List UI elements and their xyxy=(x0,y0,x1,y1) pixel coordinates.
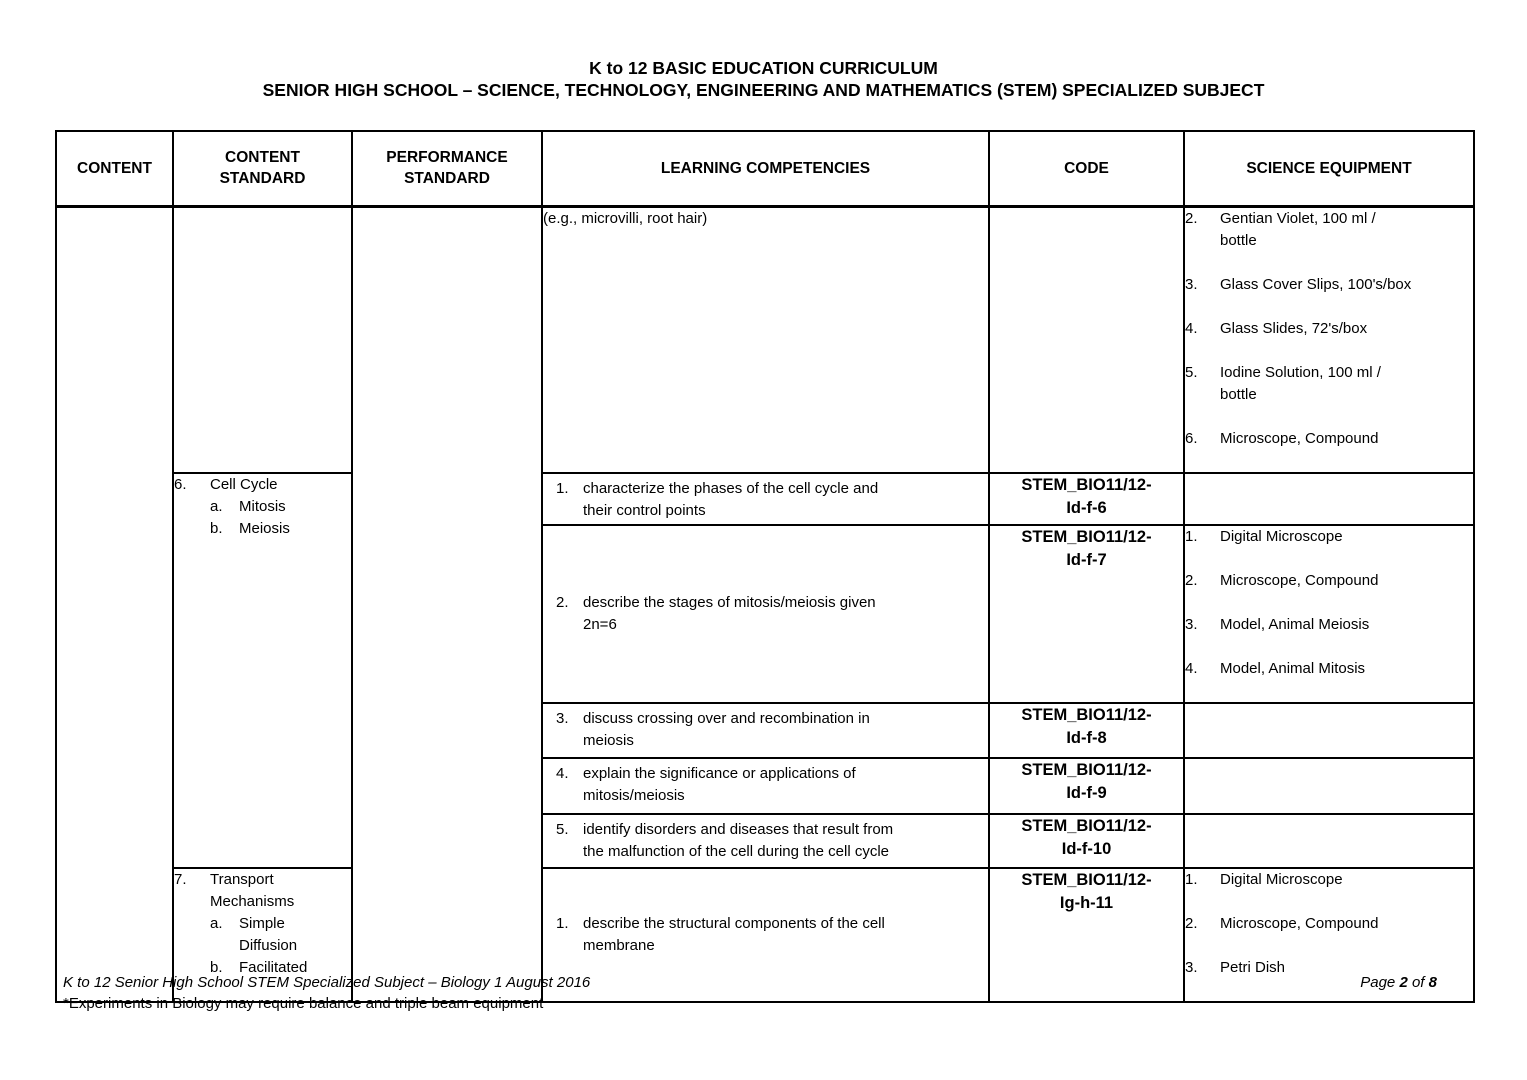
competency-cell: 2. describe the stages of mitosis/meiosis given 2n=6 xyxy=(542,525,989,703)
equipment-cell-empty xyxy=(1184,758,1474,814)
header-learning-competencies: LEARNING COMPETENCIES xyxy=(542,131,989,206)
list-item: 3. Model, Animal Meiosis xyxy=(1185,615,1370,633)
competency-note: (e.g., microvilli, root hair) xyxy=(543,209,708,227)
list-item: 6. Microscope, Compound xyxy=(1185,429,1379,447)
competency-cell: 3. discuss crossing over and recombination in meiosis xyxy=(542,703,989,758)
list-item: 4. Model, Animal Mitosis xyxy=(1185,659,1366,677)
code-cell-empty xyxy=(989,206,1184,473)
curriculum-table xyxy=(55,130,1475,1003)
equipment-cell-empty xyxy=(1184,703,1474,758)
list-item: a. Mitosis xyxy=(210,497,286,515)
competency-cell: 1. describe the structural components of the cell membrane xyxy=(542,868,989,1002)
code-cell: STEM_BIO11/12- Id-f-9 xyxy=(989,758,1184,814)
competency-cell: 4. explain the significance or applications of mitosis/meiosis xyxy=(542,758,989,814)
header-content-standard: CONTENT STANDARD xyxy=(173,131,352,206)
equipment-cell-mitosis xyxy=(1184,525,1474,703)
list-item: b. Facilitated xyxy=(210,958,308,976)
header-performance-standard: PERFORMANCE STANDARD xyxy=(352,131,542,206)
list-item: 2. Microscope, Compound xyxy=(1185,914,1379,932)
equipment-cell-carryover xyxy=(1184,206,1474,473)
list-item: b. Meiosis xyxy=(210,519,290,537)
code-cell: STEM_BIO11/12- Id-f-8 xyxy=(989,703,1184,758)
list-item: 1. Digital Microscope xyxy=(1185,527,1343,545)
content-standard-cell-cell-cycle xyxy=(173,473,352,868)
list-item: 2. Microscope, Compound xyxy=(1185,571,1379,589)
list-item: 4. Glass Slides, 72's/box xyxy=(1185,319,1368,337)
list-item: 7. Transport Mechanisms a. Simple Diffusion b. Facilitated xyxy=(174,869,351,979)
code-cell: STEM_BIO11/12- Id-f-10 xyxy=(989,814,1184,868)
list-item: 2. Gentian Violet, 100 ml / bottle xyxy=(1185,209,1376,249)
code-cell: STEM_BIO11/12- Id-f-7 xyxy=(989,525,1184,703)
footer-equipment-note: *Experiments in Biology may require balance and triple beam equipment xyxy=(63,995,544,1012)
list-item: 1. Digital Microscope xyxy=(1185,870,1343,888)
footer-document-reference: K to 12 Senior High School STEM Specialized Subject – Biology 1 August 2016 xyxy=(63,974,591,991)
content-standard-cell-empty xyxy=(173,206,352,473)
content-standard-title: Cell Cycle xyxy=(210,475,278,493)
title-line-2: SENIOR HIGH SCHOOL – SCIENCE, TECHNOLOGY, ENGINEERING AND MATHEMATICS (STEM) SPECIALIZED SUBJECT xyxy=(262,80,1265,100)
code-cell: STEM_BIO11/12- Id-f-6 xyxy=(989,473,1184,525)
performance-standard-cell-empty xyxy=(352,206,542,1002)
competency-cell: 1. characterize the phases of the cell cycle and their control points xyxy=(542,473,989,525)
list-item: 6. Cell Cycle a. Mitosis b. Meiosis xyxy=(174,474,351,540)
table-header-row xyxy=(56,131,1474,206)
list-item: a. Simple Diffusion xyxy=(210,914,298,954)
footer-left xyxy=(63,972,590,1014)
table-row xyxy=(56,206,1474,473)
header-science-equipment: SCIENCE EQUIPMENT xyxy=(1184,131,1474,206)
content-standard-title: Transport Mechanisms xyxy=(210,870,295,910)
equipment-cell-empty xyxy=(1184,473,1474,525)
competency-note-cell xyxy=(542,206,989,473)
content-cell-empty xyxy=(56,206,173,1002)
equipment-cell-empty xyxy=(1184,814,1474,868)
header-content: CONTENT xyxy=(56,131,173,206)
list-item: 5. Iodine Solution, 100 ml / bottle xyxy=(1185,363,1381,403)
list-item: 3. Petri Dish xyxy=(1185,958,1286,976)
table-row xyxy=(56,473,1474,525)
header-code: CODE xyxy=(989,131,1184,206)
competency-cell: 5. identify disorders and diseases that result from the malfunction of the cell during the cell cycle xyxy=(542,814,989,868)
page-title xyxy=(0,57,1527,101)
page-number: Page 2 of 8 xyxy=(1360,974,1437,991)
title-line-1: K to 12 BASIC EDUCATION CURRICULUM xyxy=(589,58,938,78)
list-item: 3. Glass Cover Slips, 100's/box xyxy=(1185,275,1412,293)
code-cell: STEM_BIO11/12- Ig-h-11 xyxy=(989,868,1184,1002)
